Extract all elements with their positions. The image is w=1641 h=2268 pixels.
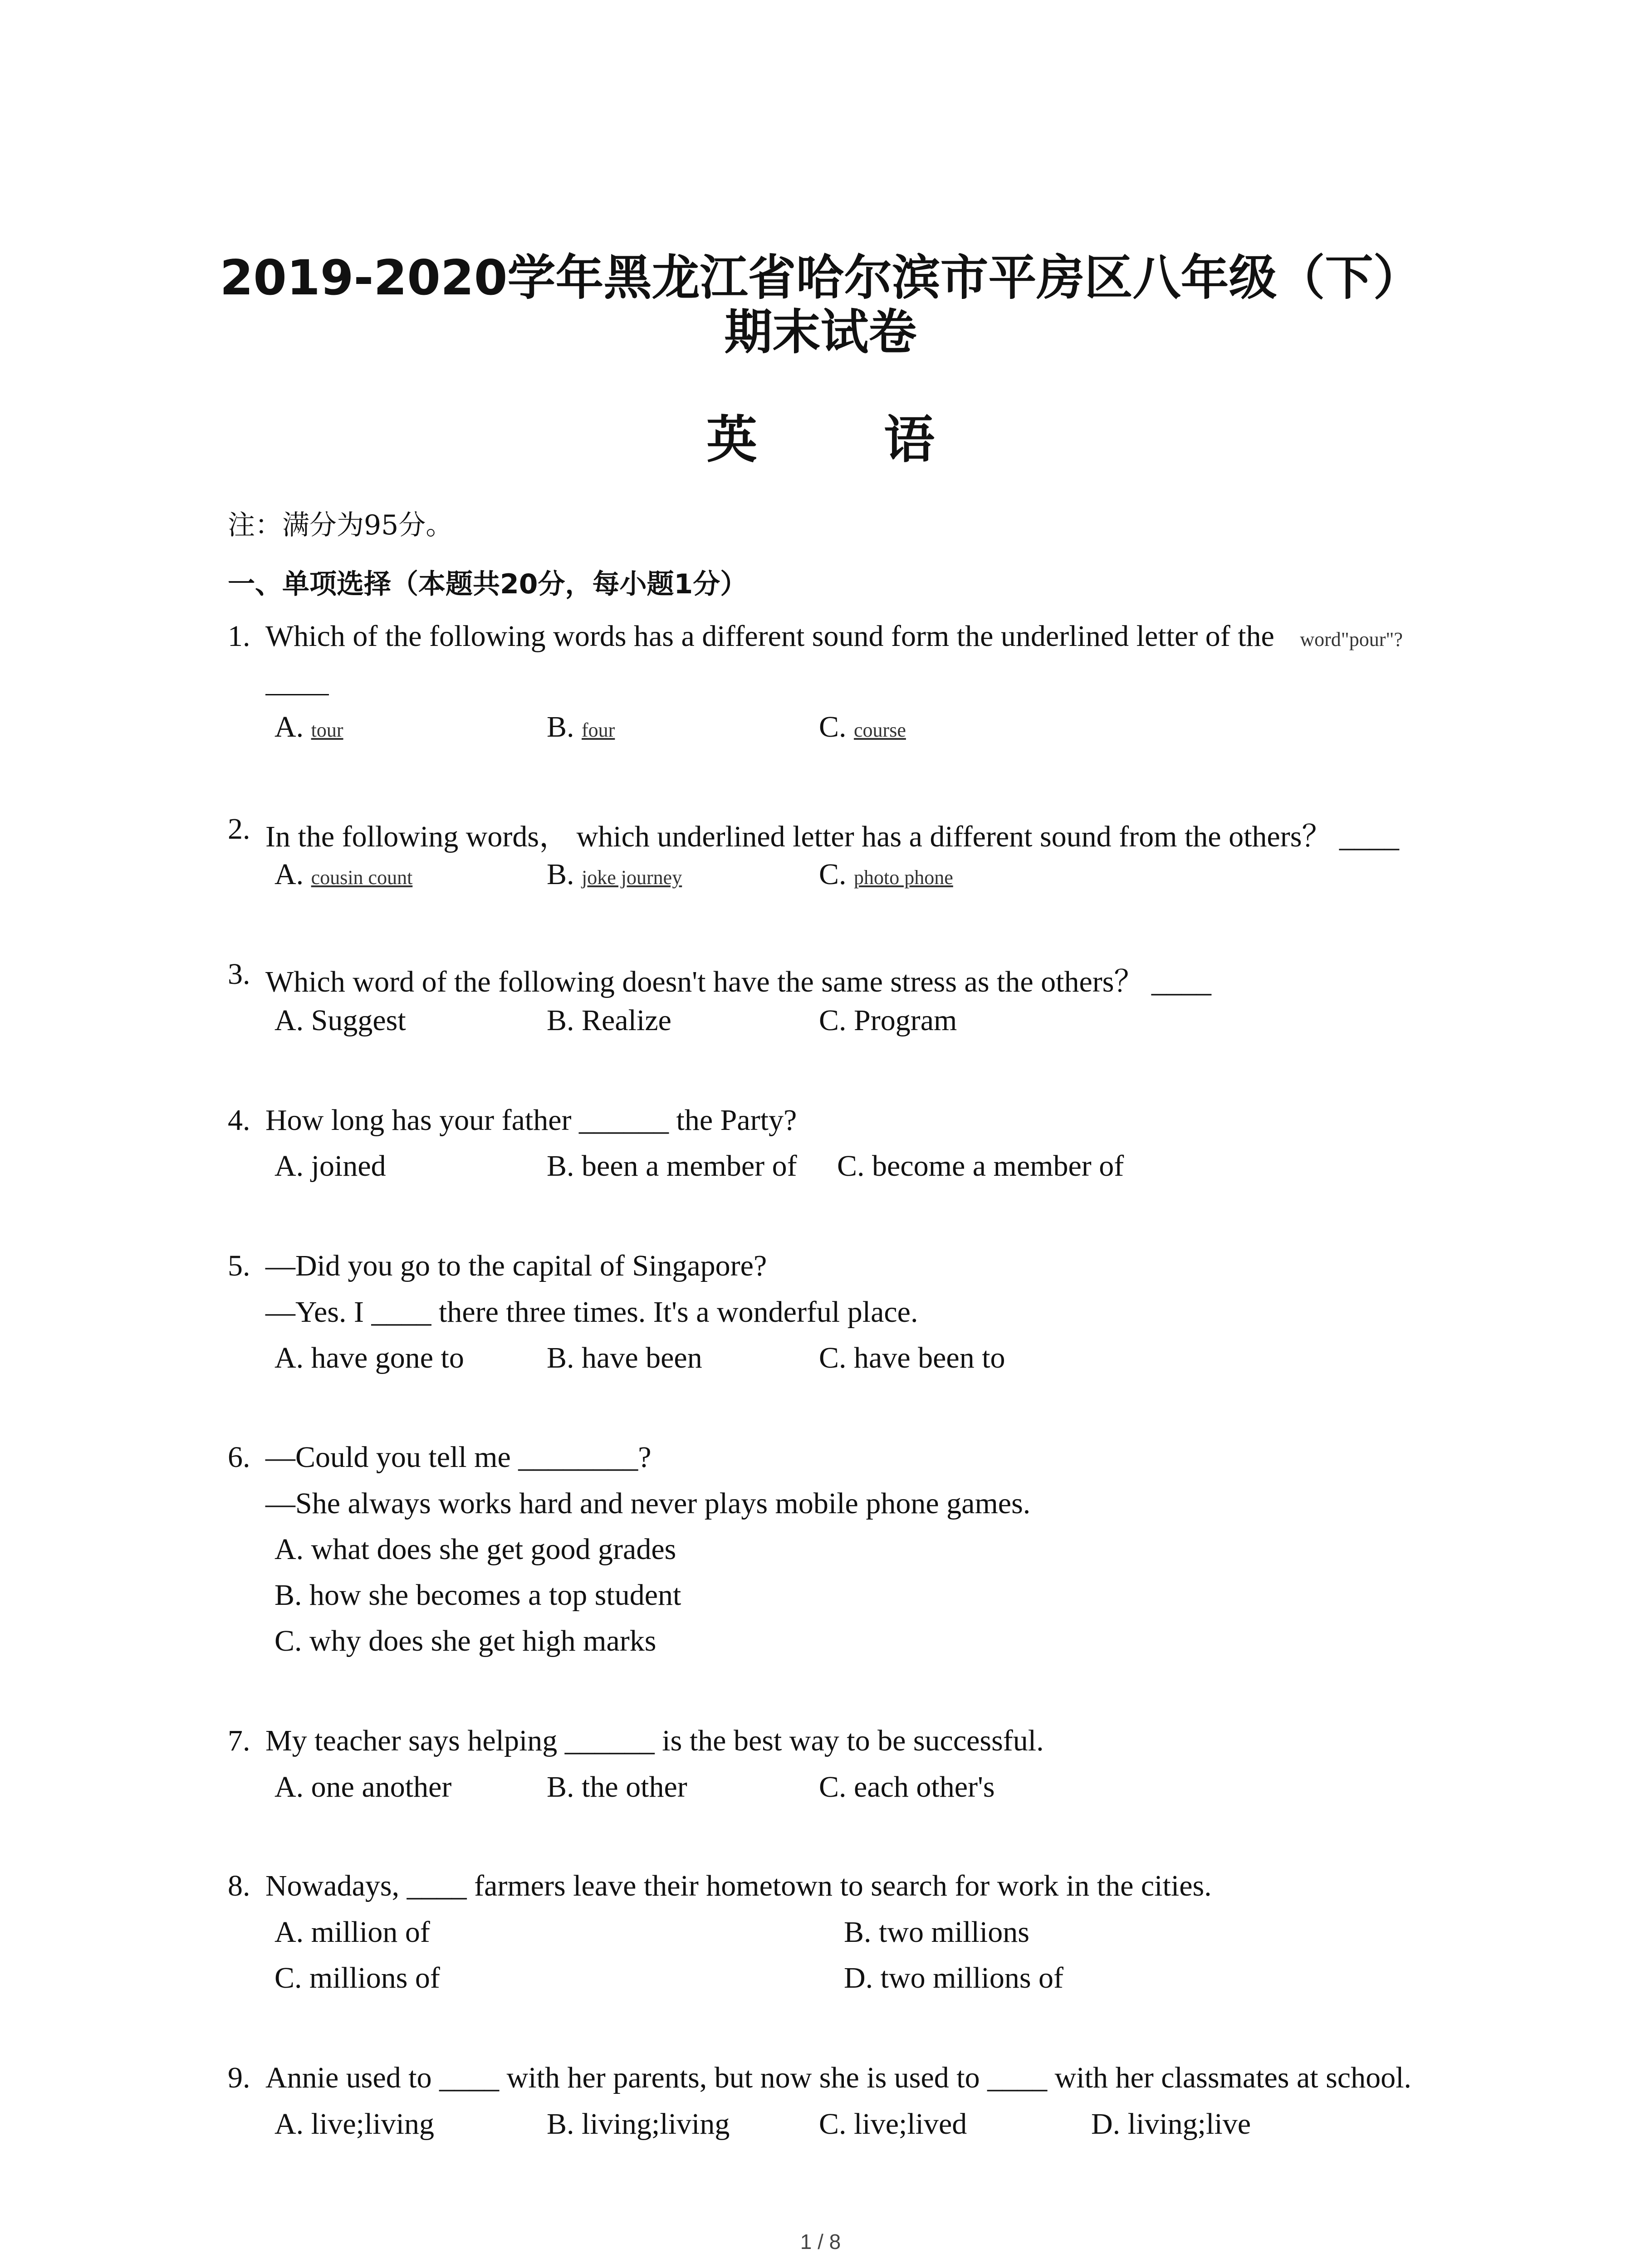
option-label: B. — [547, 2107, 574, 2141]
option-text: have gone to — [311, 1341, 464, 1374]
option-text: Program — [854, 1004, 957, 1037]
question-number: 7. — [228, 1724, 250, 1757]
option-text: joined — [311, 1149, 386, 1183]
question-5-text: —Did you go to the capital of Singapore? — [265, 1249, 767, 1282]
option-label: B. — [547, 858, 574, 891]
option-label: D. — [1091, 2107, 1121, 2141]
option-c — [819, 857, 953, 892]
option-a — [274, 710, 343, 744]
option-text: Realize — [582, 1004, 671, 1037]
option-a — [274, 2107, 434, 2141]
option-text: living;live — [1127, 2107, 1251, 2141]
option-label: C. — [819, 1341, 847, 1374]
option-text: two millions of — [880, 1961, 1064, 1994]
option-label: A. — [274, 1770, 304, 1804]
option-label: C. — [274, 1961, 302, 1994]
option-label: A. — [274, 858, 304, 891]
option-image-text: photo phone — [854, 866, 953, 889]
option-text: the other — [582, 1770, 687, 1804]
question-number: 1. — [228, 620, 250, 653]
option-label: D. — [844, 1961, 873, 1994]
option-label: A. — [274, 1533, 304, 1566]
option-label: C. — [274, 1624, 302, 1657]
option-a — [274, 1915, 430, 1950]
option-c — [274, 1624, 656, 1658]
question-6-text: —Could you tell me ________? — [265, 1441, 652, 1474]
question-1-text — [265, 619, 1403, 654]
option-text: living;living — [582, 2107, 730, 2141]
option-text: have been — [582, 1341, 702, 1374]
question-number: 8. — [228, 1869, 250, 1902]
question-number: 9. — [228, 2061, 250, 2094]
option-text: what does she get good grades — [311, 1533, 676, 1566]
question-4-text: How long has your father ______ the Party? — [265, 1104, 797, 1137]
question-8-text: Nowadays, ____ farmers leave their hometown to search for work in the cities. — [265, 1869, 1212, 1902]
question-number: 4. — [228, 1104, 250, 1137]
option-label: C. — [819, 858, 847, 891]
question-7-text: My teacher says helping ______ is the best way to be successful. — [265, 1724, 1044, 1757]
option-label: C. — [819, 2107, 847, 2141]
inline-word-image: word"pour" — [1300, 628, 1394, 650]
option-c — [819, 1003, 957, 1038]
option-text: Suggest — [311, 1004, 406, 1037]
option-label: B. — [547, 1770, 574, 1804]
option-image-text: four — [582, 719, 615, 741]
question-3-text: Which word of the following doesn't have the same stress as the others？ ____ — [265, 965, 1211, 998]
option-image-text: cousin count — [311, 866, 413, 889]
option-b — [274, 1578, 681, 1613]
option-text: live;living — [311, 2107, 434, 2141]
option-a — [274, 1770, 451, 1804]
question-5-text-line2: —Yes. I ____ there three times. It's a wonderful place. — [265, 1295, 918, 1329]
question-2-text: In the following words， which underlined letter has a different sound from the others？ ____ — [265, 820, 1399, 853]
option-label: B. — [274, 1579, 302, 1612]
option-label: A. — [274, 1004, 304, 1037]
option-label: A. — [274, 1341, 304, 1374]
question-mark: ? — [1394, 628, 1403, 650]
option-a — [274, 1532, 676, 1567]
option-label: C. — [819, 710, 847, 743]
option-text: one another — [311, 1770, 452, 1804]
score-note: 注：满分为95分。 — [228, 509, 453, 541]
option-image-text: joke journey — [582, 866, 682, 889]
option-label: A. — [274, 710, 304, 743]
option-c — [819, 1770, 995, 1804]
option-text: been a member of — [582, 1149, 797, 1183]
option-a — [274, 1341, 464, 1375]
option-text: live;lived — [854, 2107, 967, 2141]
option-c — [819, 2107, 967, 2141]
option-b — [844, 1915, 1029, 1950]
exam-title-line2: 期末试卷 — [724, 304, 917, 360]
page-number: 1 / 8 — [800, 2230, 841, 2253]
option-c — [274, 1961, 440, 1995]
option-c — [819, 710, 906, 744]
option-text: millions of — [309, 1961, 440, 1994]
option-d — [1091, 2107, 1251, 2141]
question-number: 6. — [228, 1441, 250, 1474]
option-b — [547, 1003, 671, 1038]
option-b — [547, 710, 615, 744]
question-number: 2. — [228, 812, 250, 846]
option-text: each other's — [854, 1770, 995, 1804]
answer-blank — [265, 694, 329, 695]
option-b — [547, 1341, 702, 1375]
option-text: how she becomes a top student — [309, 1579, 681, 1612]
option-label: B. — [844, 1916, 872, 1949]
question-text: Which of the following words has a different sound form the underlined letter of the — [265, 620, 1274, 653]
option-label: A. — [274, 1149, 304, 1183]
option-label: B. — [547, 1341, 574, 1374]
option-text: why does she get high marks — [309, 1624, 656, 1657]
option-image-text: tour — [311, 719, 343, 741]
option-label: B. — [547, 1004, 574, 1037]
section-1-title: 一、单项选择（本题共20分，每小题1分） — [228, 568, 748, 600]
question-6-text-line2: —She always works hard and never plays mobile phone games. — [265, 1487, 1031, 1520]
option-label: A. — [274, 1916, 304, 1949]
option-a — [274, 857, 412, 892]
option-label: A. — [274, 2107, 304, 2141]
option-c — [819, 1341, 1005, 1375]
option-c — [837, 1149, 1124, 1183]
option-text: have been to — [854, 1341, 1005, 1374]
option-b — [547, 1149, 797, 1183]
option-b — [547, 2107, 730, 2141]
question-number: 3. — [228, 958, 250, 991]
option-text: million of — [311, 1916, 430, 1949]
option-a — [274, 1003, 406, 1038]
option-d — [844, 1961, 1063, 1995]
option-label: B. — [547, 710, 574, 743]
option-label: C. — [819, 1004, 847, 1037]
question-9-text: Annie used to ____ with her parents, but now she is used to ____ with her classmates at school. — [265, 2061, 1411, 2094]
question-number: 5. — [228, 1249, 250, 1282]
option-label: B. — [547, 1149, 574, 1183]
option-label: C. — [837, 1149, 865, 1183]
option-text: two millions — [879, 1916, 1029, 1949]
subject-heading: 英 语 — [706, 410, 989, 469]
exam-title-line1: 2019-2020学年黑龙江省哈尔滨市平房区八年级（下） — [220, 250, 1421, 306]
option-text: become a member of — [872, 1149, 1124, 1183]
option-label: C. — [819, 1770, 847, 1804]
option-a — [274, 1149, 386, 1183]
option-b — [547, 1770, 687, 1804]
option-image-text: course — [854, 719, 906, 741]
option-b — [547, 857, 682, 892]
